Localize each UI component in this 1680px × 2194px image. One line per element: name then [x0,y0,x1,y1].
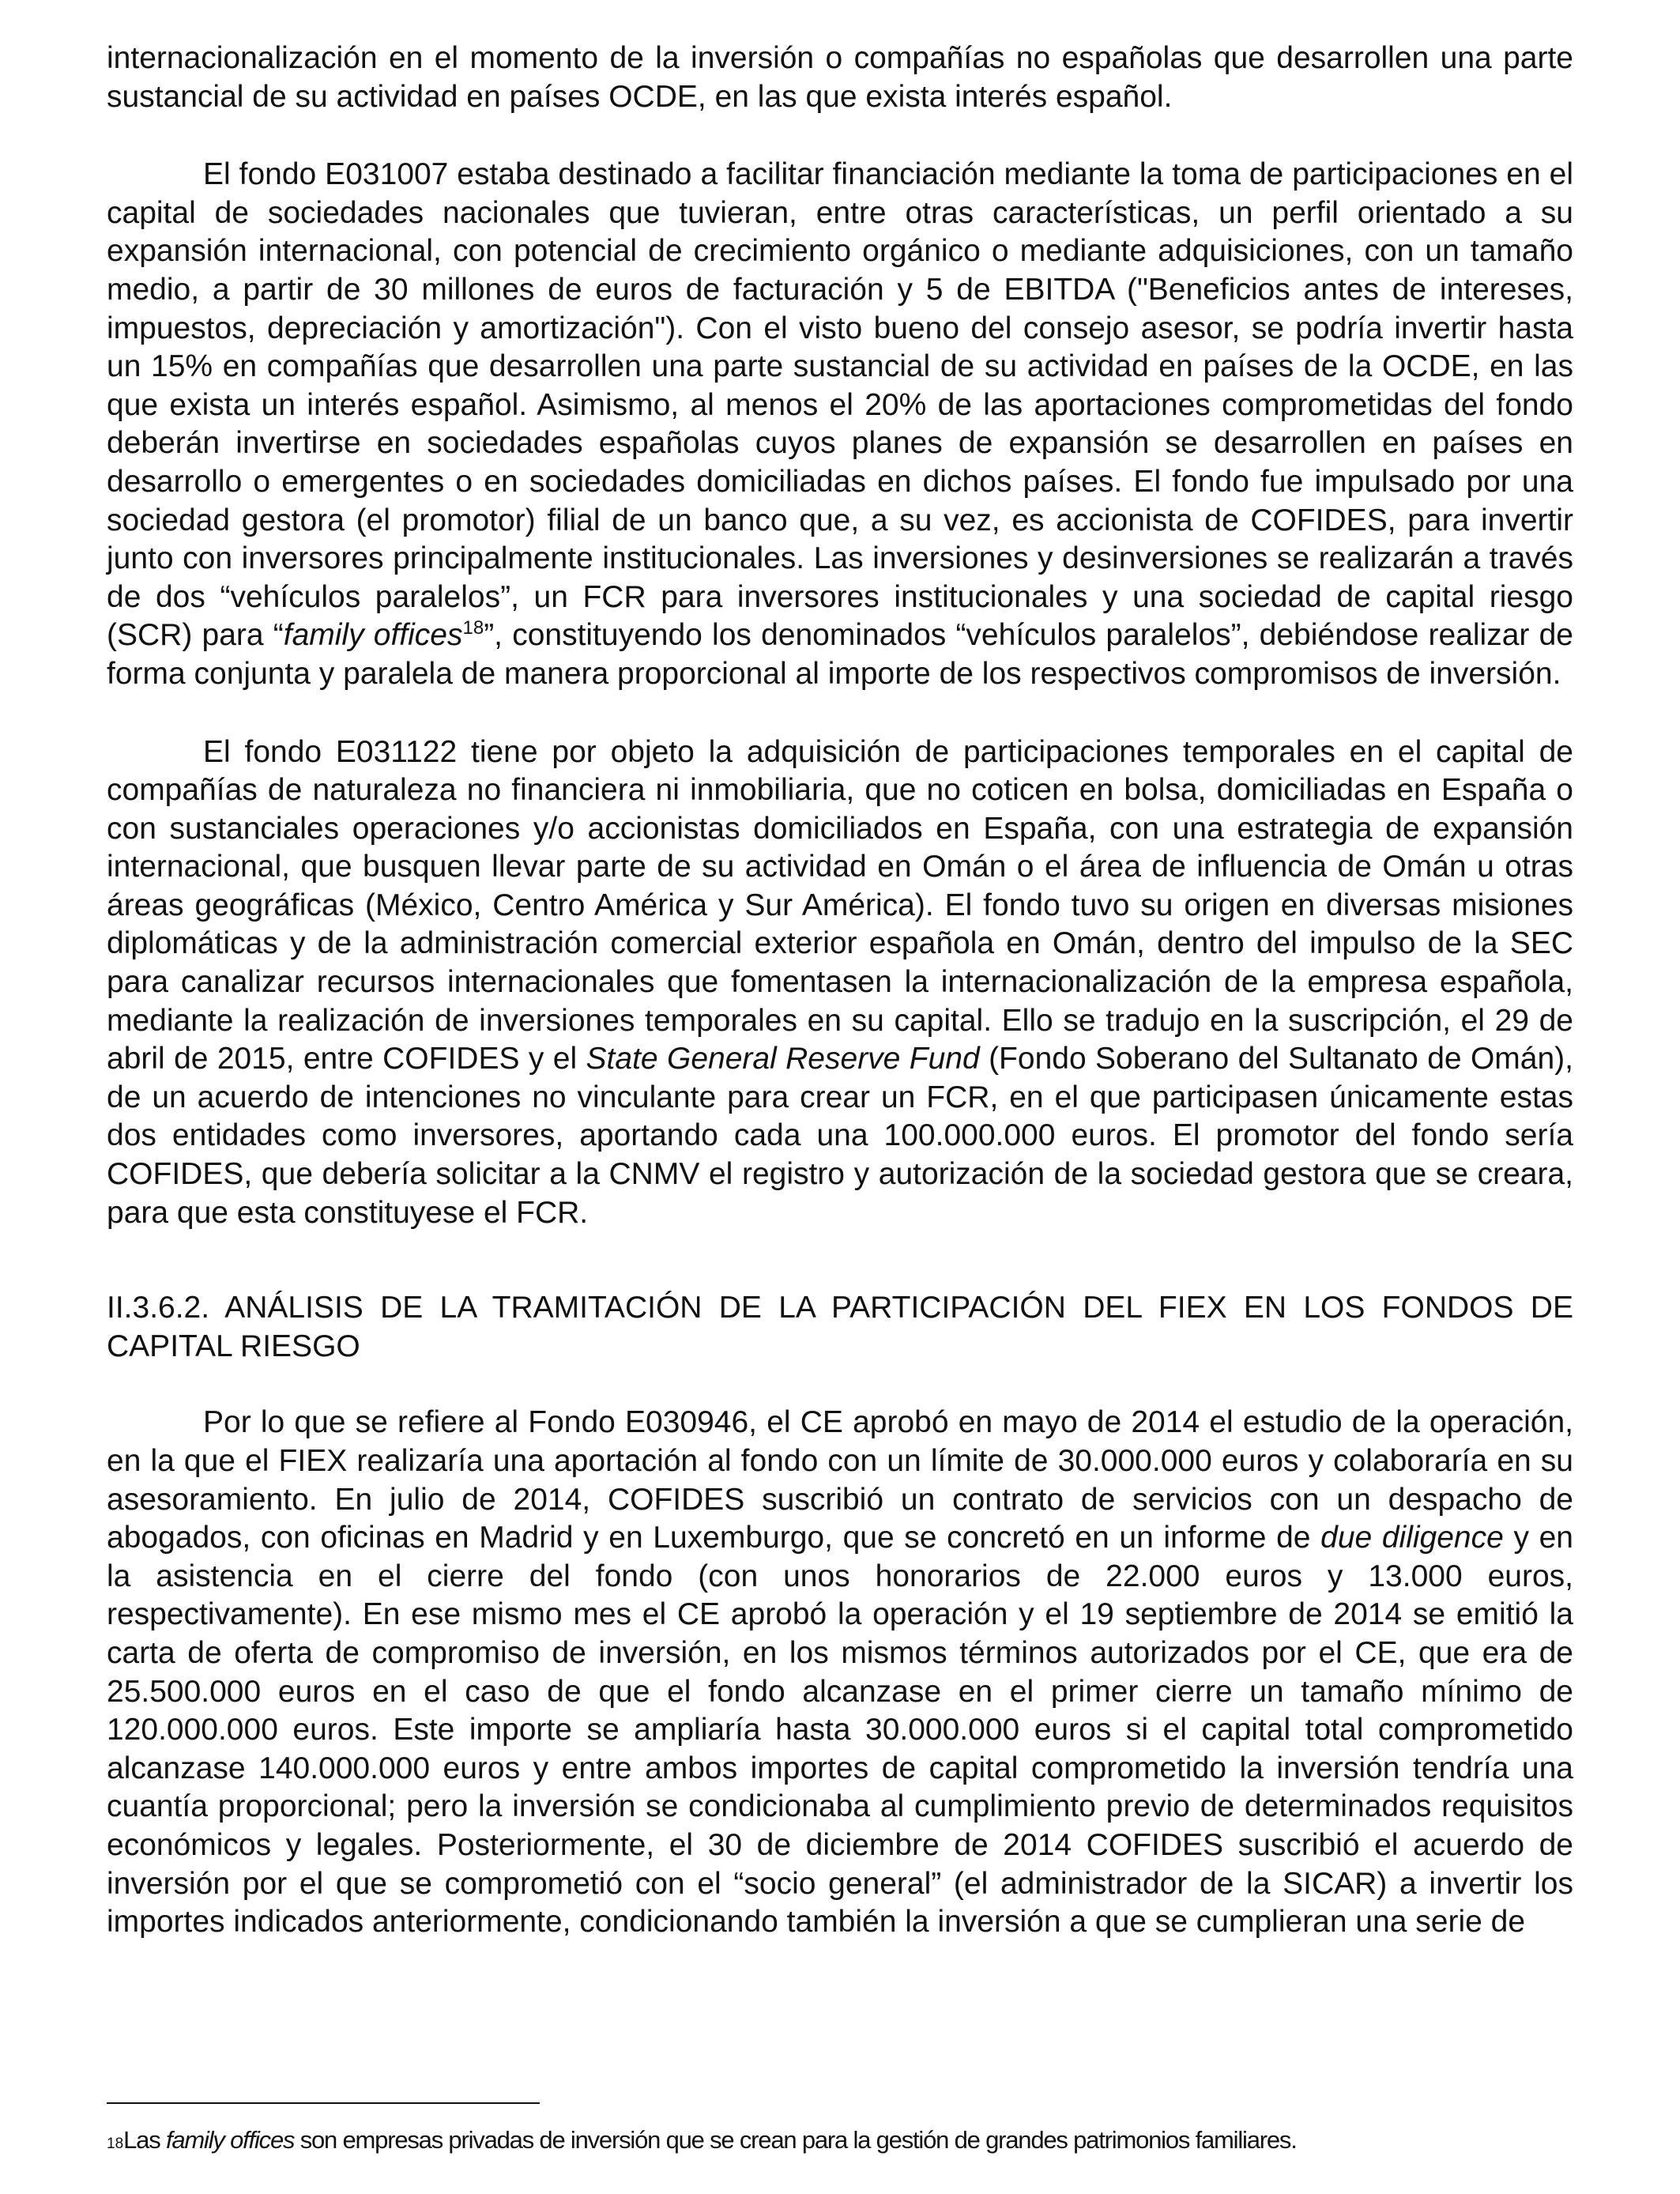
paragraph-fondo-e031007 [107,156,1573,693]
footnote-number: 18 [107,2136,124,2152]
italic-term: family offices [283,618,463,653]
paragraph-text: ”, constituyendo los denominados “vehículos paralelos”, debiéndose realizar de forma conjunta y paralela de manera proporcional al importe de los respectivos compromisos de inversión. [107,618,1573,691]
document-body [107,40,1573,1942]
footnote [107,2124,1608,2160]
section-heading-text: II.3.6.2. ANÁLISIS DE LA TRAMITACIÓN DE LA PARTICIPACIÓN DEL FIEX EN LOS FONDOS DE CAPITAL RIESGO [107,1291,1573,1363]
footnote-reference: 18 [462,617,484,639]
paragraph-fondo-e031122 [107,733,1573,1233]
paragraph-fondo-e030946 [107,1404,1573,1941]
section-heading [107,1289,1573,1366]
paragraph-continuation [107,40,1573,116]
paragraph-text: internacionalización en el momento de la inversión o compañías no españolas que desarrollen una parte sustancial de su actividad en países OCDE, en las que exista interés español. [107,41,1573,114]
italic-term: due diligence [1320,1521,1504,1555]
paragraph-text: El fondo E031007 estaba destinado a facilitar financiación mediante la toma de participaciones en el capital de sociedades nacionales que tuvieran, entre otras características, un perfil orientado a su expansión internacional, con potencial de crecimiento orgánico o mediante adquisiciones, con un tamaño medio, a partir de 30 millones de euros de facturación y 5 de EBITDA ("Beneficios antes de intereses, impuestos, depreciación y amortización"). Con el visto bueno del consejo asesor, se podría invertir hasta un 15% en compañías que desarrollen una parte sustancial de su actividad en países de la OCDE, en las que exista un interés español. Asimismo, al menos el 20% de las aportaciones comprometidas del fondo deberán invertirse en sociedades españolas cuyos planes de expansión se desarrollen en países en desarrollo o emergentes o en sociedades domiciliadas en dichos países. El fondo fue impulsado por una sociedad gestora (el promotor) filial de un banco que, a su vez, es accionista de COFIDES, para invertir junto con inversores principalmente institucionales. Las inversiones y desinversiones se realizarán a través de dos “vehículos paralelos”, un FCR para inversores institucionales y una sociedad de capital riesgo (SCR) para “ [107,157,1573,653]
footnote-divider [107,2102,540,2104]
footnote-text: Las [123,2126,166,2154]
footnote-italic-term: family offices [165,2126,295,2154]
italic-term: State General Reserve Fund [586,1042,980,1076]
paragraph-text: Por lo que se refiere al Fondo E030946, el CE aprobó en mayo de 2014 el estudio de la operación, en la que el FIEX realizaría una aportación al fondo con un límite de 30.000.000 euros y colaboraría en su asesoramiento. En julio de 2014, COFIDES suscribió un contrato de servicios con un despacho de abogados, con oficinas en Madrid y en Luxemburgo, que se concretó en un informe de [107,1405,1573,1555]
paragraph-text: El fondo E031122 tiene por objeto la adquisición de participaciones temporales en el capital de compañías de naturaleza no financiera ni inmobiliaria, que no coticen en bolsa, domiciliadas en España o con sustanciales operaciones y/o accionistas domiciliados en España, con una estrategia de expansión internacional, que busquen llevar parte de su actividad en Omán o el área de influencia de Omán u otras áreas geográficas (México, Centro América y Sur América). El fondo tuvo su origen en diversas misiones diplomáticas y de la administración comercial exterior española en Omán, dentro del impulso de la SEC para canalizar recursos internacionales que fomentasen la internacionalización de la empresa española, mediante la realización de inversiones temporales en su capital. Ello se tradujo en la suscripción, el 29 de abril de 2015, entre COFIDES y el [107,734,1573,1076]
paragraph-text: (Fondo Soberano del Sultanato de Omán), de un acuerdo de intenciones no vinculante para crear un FCR, en el que participasen únicamente estas dos entidades como inversores, aportando cada una 100.000.000 euros. El promotor del fondo sería COFIDES, que debería solicitar a la CNMV el registro y autorización de la sociedad gestora que se creara, para que esta constituyese el FCR. [107,1042,1573,1230]
paragraph-text: y en la asistencia en el cierre del fondo (con unos honorarios de 22.000 euros y 13.000 euros, respectivamente). En ese mismo mes el CE aprobó la operación y el 19 septiembre de 2014 se emitió la carta de oferta de compromiso de inversión, en los mismos términos autorizados por el CE, que era de 25.500.000 euros en el caso de que el fondo alcanzase en el primer cierre un tamaño mínimo de 120.000.000 euros. Este importe se ampliaría hasta 30.000.000 euros si el capital total comprometido alcanzase 140.000.000 euros y entre ambos importes de capital comprometido la inversión tendría una cuantía proporcional; pero la inversión se condicionaba al cumplimiento previo de determinados requisitos económicos y legales. Posteriormente, el 30 de diciembre de 2014 COFIDES suscribió el acuerdo de inversión por el que se comprometió con el “socio general” (el administrador de la SICAR) a invertir los importes indicados anteriormente, condicionando también la inversión a que se cumplieran una serie de [107,1521,1573,1940]
footnote-text: son empresas privadas de inversión que se crean para la gestión de grandes patrimonios familiares. [294,2126,1297,2154]
